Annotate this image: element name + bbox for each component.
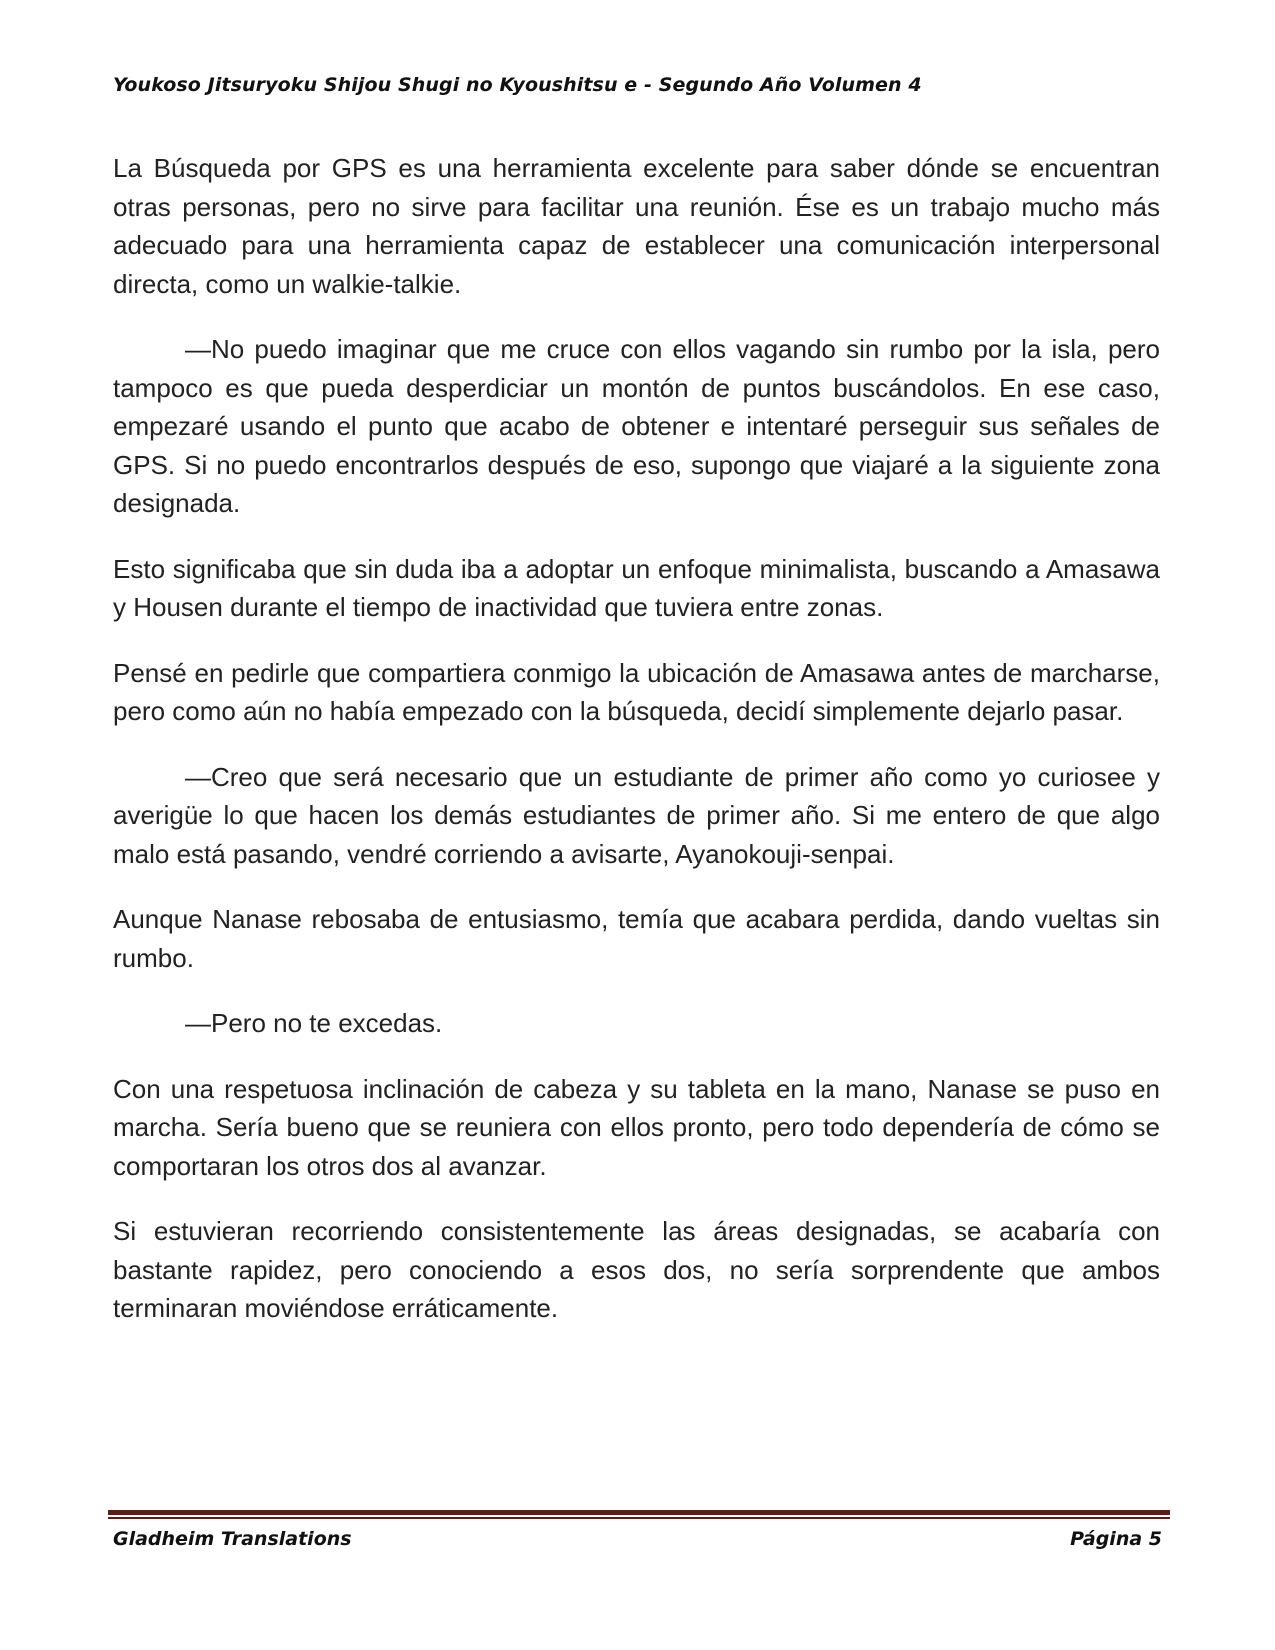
footer-divider-thick-line bbox=[108, 1510, 1170, 1515]
footer-divider-thin-line bbox=[108, 1517, 1170, 1519]
dialogue-paragraph: —No puedo imaginar que me cruce con ellos vagando sin rumbo por la isla, pero tampoco es que pueda desperdiciar un montón de puntos buscándolos. En ese caso, empezaré usando el punto que acabo de obtener e intentaré perseguir sus señales de GPS. Si no puedo encontrarlos después de eso, supongo que viajaré a la siguiente zona designada. bbox=[113, 334, 1160, 518]
paragraph: Con una respetuosa inclinación de cabeza y su tableta en la mano, Nanase se puso en marcha. Sería bueno que se reuniera con ellos pronto, pero todo dependería de cómo se comportaran los otros dos al avanzar. bbox=[113, 1073, 1160, 1181]
footer-publisher: Gladheim Translations bbox=[113, 1528, 352, 1550]
footer-divider bbox=[108, 1510, 1170, 1519]
dialogue-paragraph: —Creo que será necesario que un estudiante de primer año como yo curiosee y averigüe lo que hacen los demás estudiantes de primer año. Si me entero de que algo malo está pasando, vendré corriendo a avisarte, Ayanokouji-senpai. bbox=[113, 761, 1160, 869]
paragraph: Aunque Nanase rebosaba de entusiasmo, temía que acabara perdida, dando vueltas sin rumbo. bbox=[113, 904, 1160, 973]
footer-page-number: Página 5 bbox=[1070, 1528, 1162, 1550]
dialogue-paragraph: —Pero no te excedas. bbox=[185, 1008, 443, 1038]
paragraph: Si estuvieran recorriendo consistentemente las áreas designadas, se acabaría con bastante rapidez, pero conociendo a esos dos, no sería sorprendente que ambos terminaran moviéndose erráticamente. bbox=[113, 1216, 1160, 1323]
running-header: Youkoso Jitsuryoku Shijou Shugi no Kyoushitsu e - Segundo Año Volumen 4 bbox=[113, 74, 922, 96]
paragraph: La Búsqueda por GPS es una herramienta excelente para saber dónde se encuentran otras personas, pero no sirve para facilitar una reunión. Ése es un trabajo mucho más adecuado para una herramienta capaz de establecer una comunicación interpersonal directa, como un walkie-talkie. bbox=[113, 153, 1160, 299]
paragraph: Pensé en pedirle que compartiera conmigo la ubicación de Amasawa antes de marcharse, pero como aún no había empezado con la búsqueda, decidí simplemente dejarlo pasar. bbox=[113, 657, 1160, 726]
paragraph: Esto significaba que sin duda iba a adoptar un enfoque minimalista, buscando a Amasawa y Housen durante el tiempo de inactividad que tuviera entre zonas. bbox=[113, 553, 1160, 622]
page-body bbox=[113, 149, 1160, 1355]
